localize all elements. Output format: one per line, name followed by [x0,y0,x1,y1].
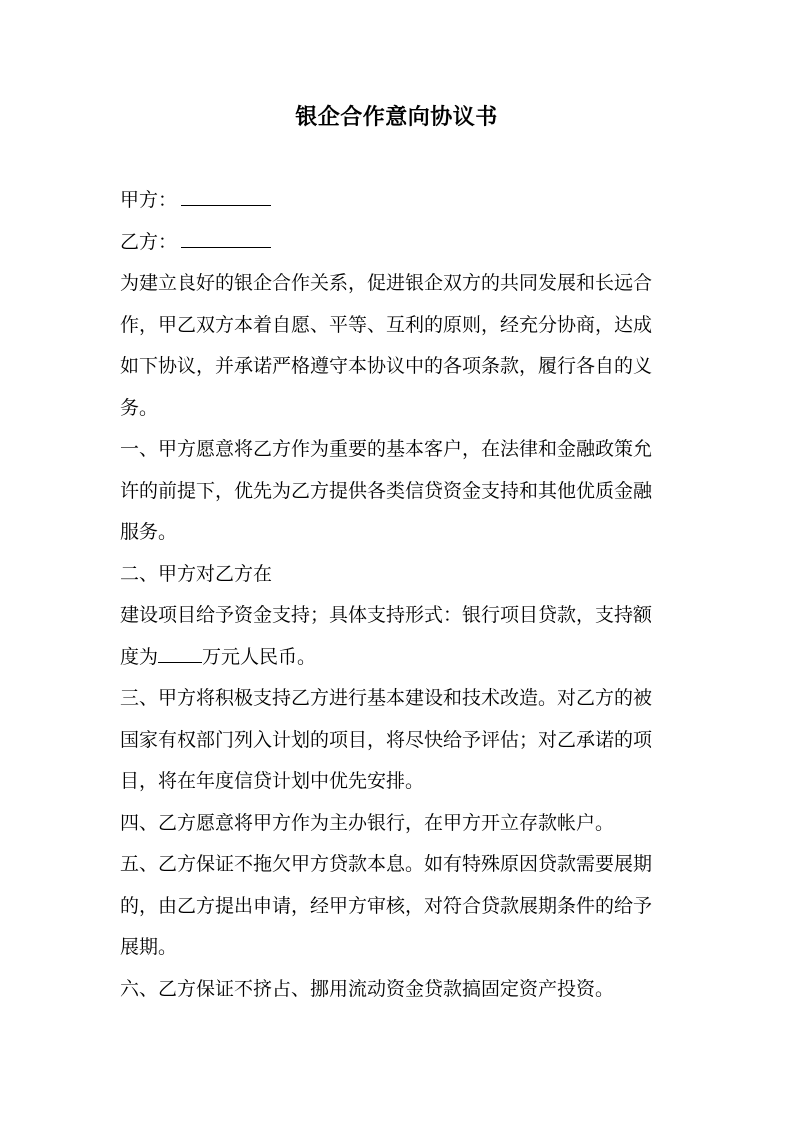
party-b-line [120,222,676,264]
paragraph-line: 务。 [120,396,159,419]
document-body [120,180,676,1010]
paragraph-intro [120,263,676,429]
paragraph-line: 六、乙方保证不挤占、挪用流动资金贷款搞固定资产投资。 [120,977,615,1000]
party-b-blank [181,225,271,248]
party-a-label: 甲方： [120,189,178,211]
clause-5 [120,844,676,969]
clause-3 [120,678,676,803]
party-a-line [120,180,676,222]
amount-prefix: 度为 [120,645,159,668]
paragraph-line: 展期。 [120,936,178,958]
paragraph-line: 一、甲方愿意将乙方作为重要的基本客户，在法律和金融政策允 [120,438,653,460]
paragraph-line: 如下协议，并承诺严格遵守本协议中的各项条款，履行各自的义 [120,355,653,377]
amount-line [120,637,676,679]
paragraph-line: 三、甲方将积极支持乙方进行基本建设和技术改造。对乙方的被 [120,687,653,709]
paragraph-line: 五、乙方保证不拖欠甲方贷款本息。如有特殊原因贷款需要展期 [120,853,653,875]
paragraph-line: 二、甲方对乙方在 [120,562,273,585]
clause-1 [120,429,676,554]
document-title: 银企合作意向协议书 [295,105,498,130]
clause-6 [120,969,676,1011]
paragraph-line: 服务。 [120,521,178,543]
paragraph-line: 的，由乙方提出申请，经甲方审核，对符合贷款展期条件的给予 [120,894,653,917]
paragraph-line: 许的前提下，优先为乙方提供各类信贷资金支持和其他优质金融 [120,479,653,502]
paragraph-line: 为建立良好的银企合作关系，促进银企双方的共同发展和长远合 [120,272,653,294]
clause-2 [120,554,676,679]
paragraph-line: 目，将在年度信贷计划中优先安排。 [120,770,425,792]
paragraph-line: 建设项目给予资金支持；具体支持形式：银行项目贷款，支持额 [120,604,653,626]
amount-blank [158,640,202,663]
paragraph-line: 作，甲乙双方本着自愿、平等、互利的原则，经充分协商，达成 [120,313,653,336]
paragraph-line: 四、乙方愿意将甲方作为主办银行，在甲方开立存款帐户。 [120,811,615,834]
party-a-blank [181,183,271,206]
clause-4 [120,803,676,845]
party-b-label: 乙方： [120,230,178,253]
paragraph-line: 国家有权部门列入计划的项目，将尽快给予评估；对乙承诺的项 [120,728,653,751]
amount-suffix: 万元人民币。 [202,645,317,668]
